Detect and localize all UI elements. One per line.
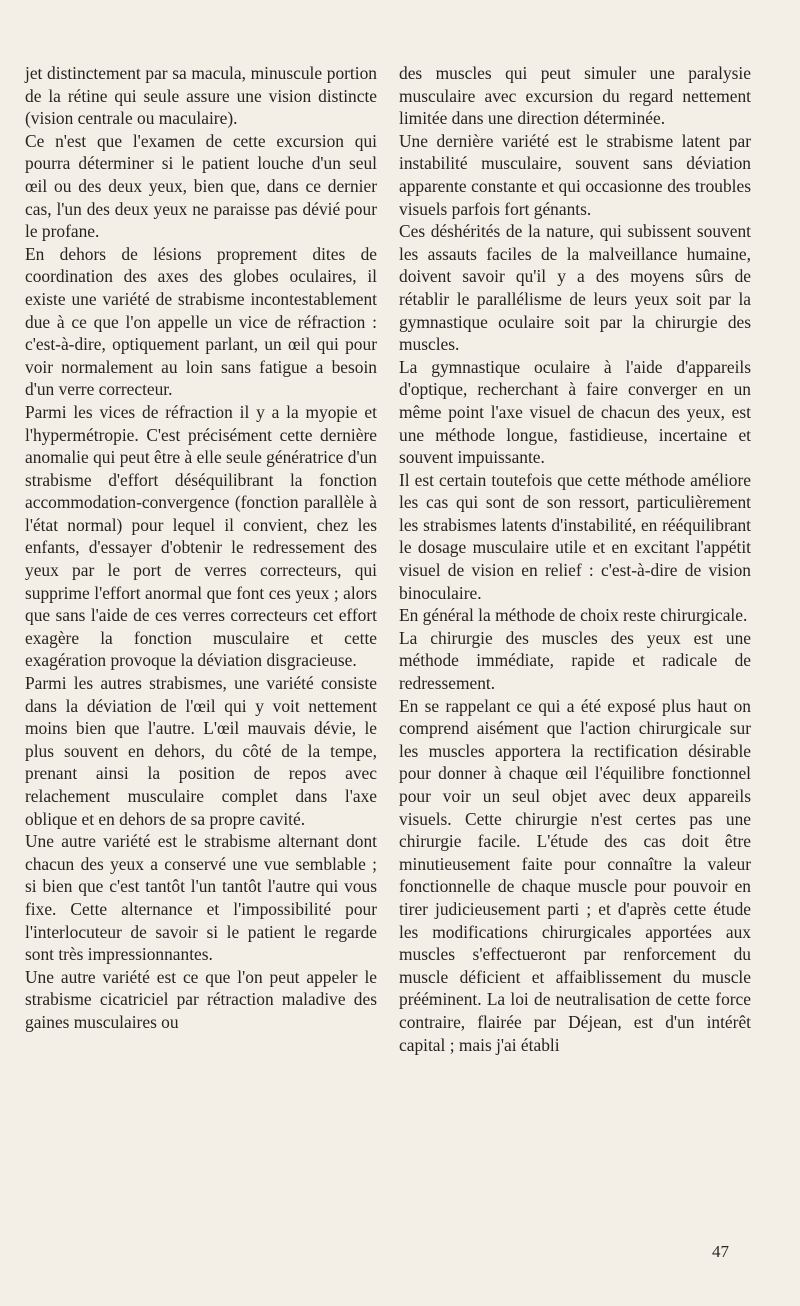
paragraph: Ces déshérités de la nature, qui subissent souvent les assauts faciles de la malveillance humaine, doivent savoir qu'il y a des moyens sûrs de rétablir le parallélisme de leurs yeux soit par la gymnastique oculaire soit par la chirurgie des muscles. [399, 221, 751, 355]
paragraph: En se rappelant ce qui a été exposé plus haut on comprend aisément que l'action chirurgicale sur les muscles apportera la rectification désirable pour donner à chaque œil l'équilibre fonctionnel pour voir un seul objet avec deux appareils visuels. Cette chirurgie n'est certes pas une chirurgie facile. L'étude des cas doit être minutieusement faite pour connaître la valeur fonctionnelle de chaque muscle pour pouvoir en tirer judicieusement parti ; et d'après cette étude les modifications chirurgicales apportées aux muscles s'effectueront par renforcement du muscle déficient et affaiblissement du muscle prééminent. La loi de neutralisation de cette force contraire, flairée par Déjean, est d'un intérêt capital ; mais j'ai établi [399, 695, 751, 1055]
right-column [399, 62, 751, 1056]
paragraph: En dehors de lésions proprement dites de coordination des axes des globes oculaires, il existe une variété de strabisme incontestablement due à ce que l'on appelle un vice de réfraction : c'est-à-dire, optiquement parlant, un œil qui pour voir normalement au loin sans fatigue a besoin d'un verre correcteur. [25, 243, 377, 400]
paragraph: Une autre variété est le strabisme alternant dont chacun des yeux a conservé une vue semblable ; si bien que c'est tantôt l'un tantôt l'autre qui vous fixe. Cette alternance et l'impossibilité pour l'interlocuteur de savoir si le patient le regarde sont très impressionnantes. [25, 831, 377, 965]
page-number: 47 [712, 1242, 729, 1261]
paragraph: Il est certain toutefois que cette méthode améliore les cas qui sont de son ressort, particulièrement les strabismes latents d'instabilité, en rééquilibrant le dosage musculaire utile et en excitant l'appétit visuel de vision en relief : c'est-à-dire de vision binoculaire. [399, 469, 751, 603]
paragraph: des muscles qui peut simuler une paralysie musculaire avec excursion du regard nettement limitée dans une direction déterminée. [399, 63, 751, 129]
paragraph: La chirurgie des muscles des yeux est une méthode immédiate, rapide et radicale de redressement. [399, 627, 751, 694]
paragraph: Ce n'est que l'examen de cette excursion qui pourra déterminer si le patient louche d'un seul œil ou des deux yeux, bien que, dans ce dernier cas, l'un des deux yeux ne paraisse pas dévié pour le profane. [25, 130, 377, 242]
paragraph: En général la méthode de choix reste chirurgicale. [399, 605, 748, 626]
left-column [25, 62, 377, 1034]
paragraph: Une dernière variété est le strabisme latent par instabilité musculaire, souvent sans déviation apparente constante et qui occasionne des troubles visuels parfois fort génants. [399, 130, 751, 219]
paragraph: La gymnastique oculaire à l'aide d'appareils d'optique, recherchant à faire converger en un même point l'axe visuel de chacun des yeux, est une méthode longue, fastidieuse, incertaine et souvent impuissante. [399, 356, 751, 468]
paragraph: Une autre variété est ce que l'on peut appeler le strabisme cicatriciel par rétraction maladive des gaines musculaires ou [25, 966, 377, 1032]
paragraph: Parmi les vices de réfraction il y a la myopie et l'hypermétropie. C'est précisément cette dernière anomalie qui peut être à elle seule génératrice d'un strabisme d'effort déséquilibrant la fonction accommodation-convergence (fonction parallèle à l'état normal) pour lequel il convient, chez les enfants, d'essayer d'obtenir le redressement des yeux par le port de verres correcteurs, qui supprime l'effort anormal que font ces yeux ; alors que sans l'aide de ces verres correcteurs cet effort exagère la fonction musculaire et cette exagération provoque la déviation disgracieuse. [25, 401, 377, 671]
paragraph: jet distinctement par sa macula, minuscule portion de la rétine qui seule assure une vision distincte (vision centrale ou maculaire). [25, 63, 377, 129]
paragraph: Parmi les autres strabismes, une variété consiste dans la déviation de l'œil qui y voit nettement moins bien que l'autre. L'œil mauvais dévie, le plus souvent en dehors, du côté de la tempe, prenant ainsi la position de repos avec relachement musculaire complet dans l'axe oblique et en dehors de sa propre cavité. [25, 673, 377, 829]
